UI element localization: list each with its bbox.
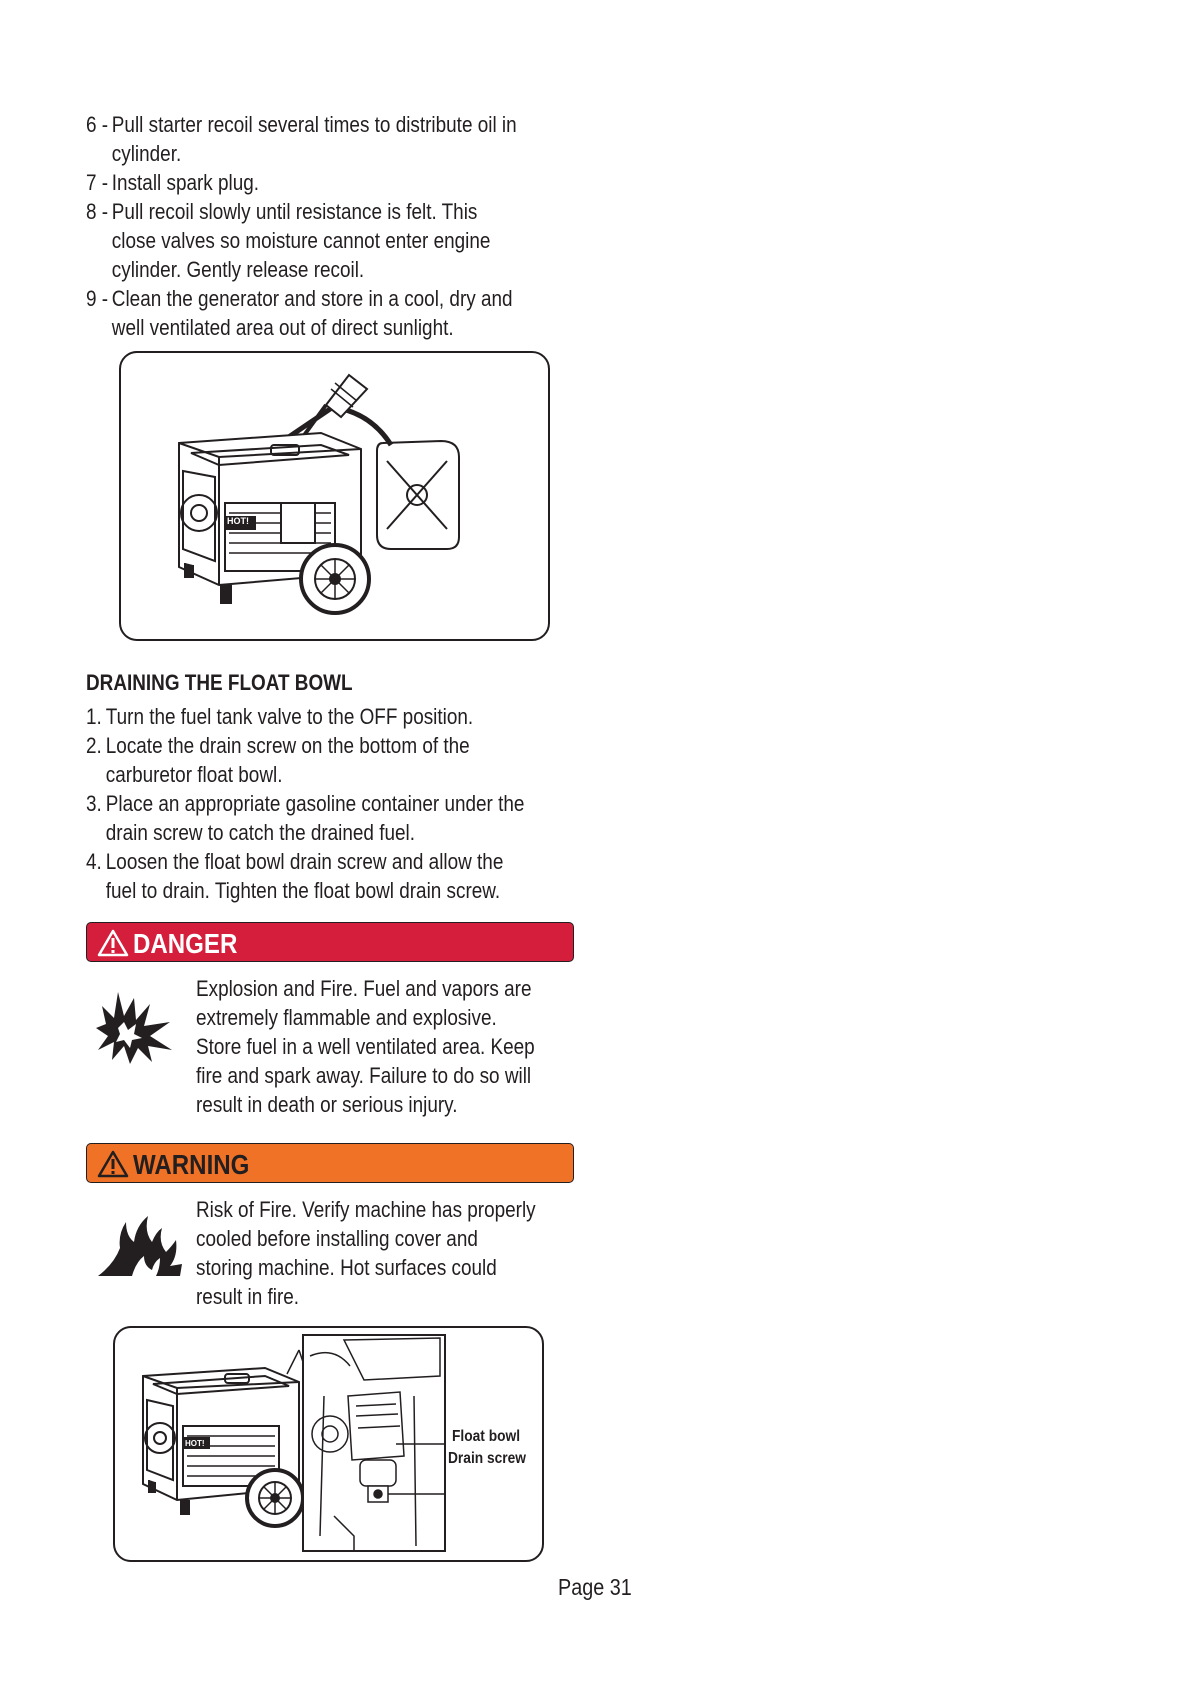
- generator-illustration: [115, 1328, 305, 1560]
- warning-triangle-icon: [97, 929, 129, 957]
- float-bowl-callout: Float bowl: [452, 1428, 521, 1445]
- step-text-line: Place an appropriate gasoline container under the: [105, 791, 525, 816]
- step-number: 7 -: [86, 170, 109, 195]
- storage-steps-list: [86, 110, 517, 342]
- storage-step-7: [86, 168, 517, 197]
- step-text-line: drain screw to catch the drained fuel.: [105, 820, 415, 845]
- carburetor-detail-inset: [302, 1334, 446, 1552]
- step-text-line: well ventilated area out of direct sunlight.: [111, 315, 454, 340]
- step-text-line: Loosen the float bowl drain screw and allow the: [105, 849, 504, 874]
- hot-warning-label: HOT!: [227, 516, 249, 526]
- drain-step-3: [86, 789, 524, 847]
- drain-step-1: [86, 702, 524, 731]
- warning-triangle-icon: [97, 1150, 129, 1178]
- step-text-line: Pull starter recoil several times to distribute oil in: [111, 112, 517, 137]
- drain-step-2: [86, 731, 524, 789]
- step-text-line: Clean the generator and store in a cool, dry and: [111, 286, 513, 311]
- drain-screw-callout: Drain screw: [448, 1450, 527, 1467]
- step-text-line: close valves so moisture cannot enter engine: [111, 228, 491, 253]
- storage-step-9: [86, 284, 517, 342]
- step-text-line: carburetor float bowl.: [105, 762, 283, 787]
- danger-message: [196, 974, 535, 1119]
- section-heading: DRAINING THE FLOAT BOWL: [86, 670, 353, 695]
- warning-message: [196, 1195, 536, 1311]
- step-text-line: Turn the fuel tank valve to the OFF position.: [105, 704, 474, 729]
- warning-text-line: Risk of Fire. Verify machine has properly: [196, 1197, 536, 1222]
- warning-banner: [86, 1143, 574, 1183]
- step-text-line: Install spark plug.: [111, 170, 260, 195]
- step-number: 1.: [86, 704, 102, 729]
- warning-text-line: cooled before installing cover and: [196, 1226, 478, 1251]
- explosion-icon: [92, 988, 174, 1064]
- danger-text-line: extremely flammable and explosive.: [196, 1005, 497, 1030]
- step-number: 9 -: [86, 286, 109, 311]
- step-text-line: cylinder. Gently release recoil.: [111, 257, 365, 282]
- danger-label: DANGER: [133, 928, 238, 959]
- danger-text-line: result in death or serious injury.: [196, 1092, 458, 1117]
- danger-text-line: fire and spark away. Failure to do so will: [196, 1063, 532, 1088]
- step-number: 3.: [86, 791, 102, 816]
- warning-label: WARNING: [133, 1149, 250, 1180]
- step-text-line: Pull recoil slowly until resistance is felt. This: [111, 199, 478, 224]
- page-number: Page 31: [558, 1574, 632, 1600]
- carburetor-detail-illustration: [304, 1336, 444, 1550]
- drain-steps-list: [86, 702, 524, 905]
- danger-banner: [86, 922, 574, 962]
- step-text-line: Locate the drain screw on the bottom of the: [105, 733, 470, 758]
- float-bowl-figure: [113, 1326, 544, 1562]
- danger-text-line: Explosion and Fire. Fuel and vapors are: [196, 976, 532, 1001]
- step-number: 4.: [86, 849, 102, 874]
- step-number: 8 -: [86, 199, 109, 224]
- warning-text-line: result in fire.: [196, 1284, 300, 1309]
- warning-text-line: storing machine. Hot surfaces could: [196, 1255, 497, 1280]
- hot-warning-label: HOT!: [185, 1439, 205, 1448]
- step-number: 2.: [86, 733, 102, 758]
- generator-fuel-can-figure: [119, 351, 550, 641]
- storage-step-6: [86, 110, 517, 168]
- step-text-line: fuel to drain. Tighten the float bowl drain screw.: [105, 878, 501, 903]
- step-number: 6 -: [86, 112, 109, 137]
- storage-step-8: [86, 197, 517, 284]
- drain-step-4: [86, 847, 524, 905]
- fire-icon: [96, 1212, 184, 1278]
- generator-illustration: [121, 353, 548, 639]
- danger-text-line: Store fuel in a well ventilated area. Keep: [196, 1034, 535, 1059]
- step-text-line: cylinder.: [111, 141, 182, 166]
